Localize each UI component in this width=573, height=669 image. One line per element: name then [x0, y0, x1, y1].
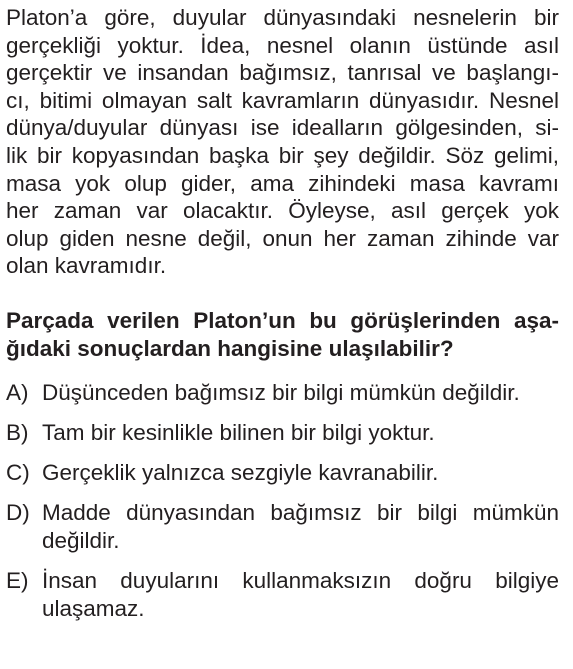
option-letter: A) — [6, 380, 29, 406]
question-line: ğıdaki sonuçlardan hangisine ulaşılabilir? — [6, 335, 454, 361]
option-letter: B) — [6, 420, 29, 446]
option-line: değildir. — [42, 528, 120, 554]
answer-options — [6, 379, 559, 623]
passage-line: Platon’a göre, duyular dünyasındaki nesnelerin bir — [6, 5, 559, 30]
option-line: ulaşamaz. — [42, 596, 145, 622]
option-b[interactable] — [6, 419, 559, 447]
option-line: Tam bir kesinlikle bilinen bir bilgi yoktur. — [42, 420, 435, 446]
passage-line: gerçekliği yoktur. İdea, nesnel olanın üstünde asıl — [6, 32, 559, 58]
passage-line: lik bir kopyasından başka bir şey değildir. Söz gelimi, — [6, 142, 559, 168]
option-line: Düşünceden bağımsız bir bilgi mümkün değildir. — [42, 380, 520, 406]
option-line: Gerçeklik yalnızca sezgiyle kavranabilir. — [42, 460, 439, 486]
option-letter: E) — [6, 568, 29, 594]
passage-line: dünya/duyular dünyası ise idealların gölgesinden, si- — [6, 115, 559, 141]
option-e[interactable] — [6, 567, 559, 623]
option-letter: C) — [6, 460, 30, 486]
question-stem — [6, 307, 559, 362]
option-d[interactable] — [6, 499, 559, 555]
option-text — [42, 379, 559, 407]
option-a[interactable] — [6, 379, 559, 407]
question-line: Parçada verilen Platon’un bu görüşlerinden aşa- — [6, 307, 559, 333]
passage-line: her zaman var olacaktır. Öyleyse, asıl gerçek yok — [6, 198, 559, 224]
passage-line: gerçektir ve insandan bağımsız, tanrısal ve başlangı- — [6, 60, 559, 86]
passage-line: olup giden nesne değil, onun her zaman zihinde var — [6, 225, 559, 251]
option-line: Madde dünyasından bağımsız bir bilgi mümkün — [42, 500, 559, 526]
passage-line: cı, bitimi olmayan salt kavramların dünyasıdır. Nesnel — [6, 87, 559, 113]
option-line: İnsan duyularını kullanmaksızın doğru bilgiye — [42, 568, 559, 594]
option-text — [42, 567, 559, 623]
passage-line: masa yok olup gider, ama zihindeki masa kavramı — [6, 170, 559, 196]
option-c[interactable] — [6, 459, 559, 487]
option-text — [42, 499, 559, 555]
option-letter: D) — [6, 500, 30, 526]
passage-line: olan kavramıdır. — [6, 253, 167, 279]
option-text — [42, 419, 559, 447]
option-text — [42, 459, 559, 487]
passage — [6, 4, 559, 280]
